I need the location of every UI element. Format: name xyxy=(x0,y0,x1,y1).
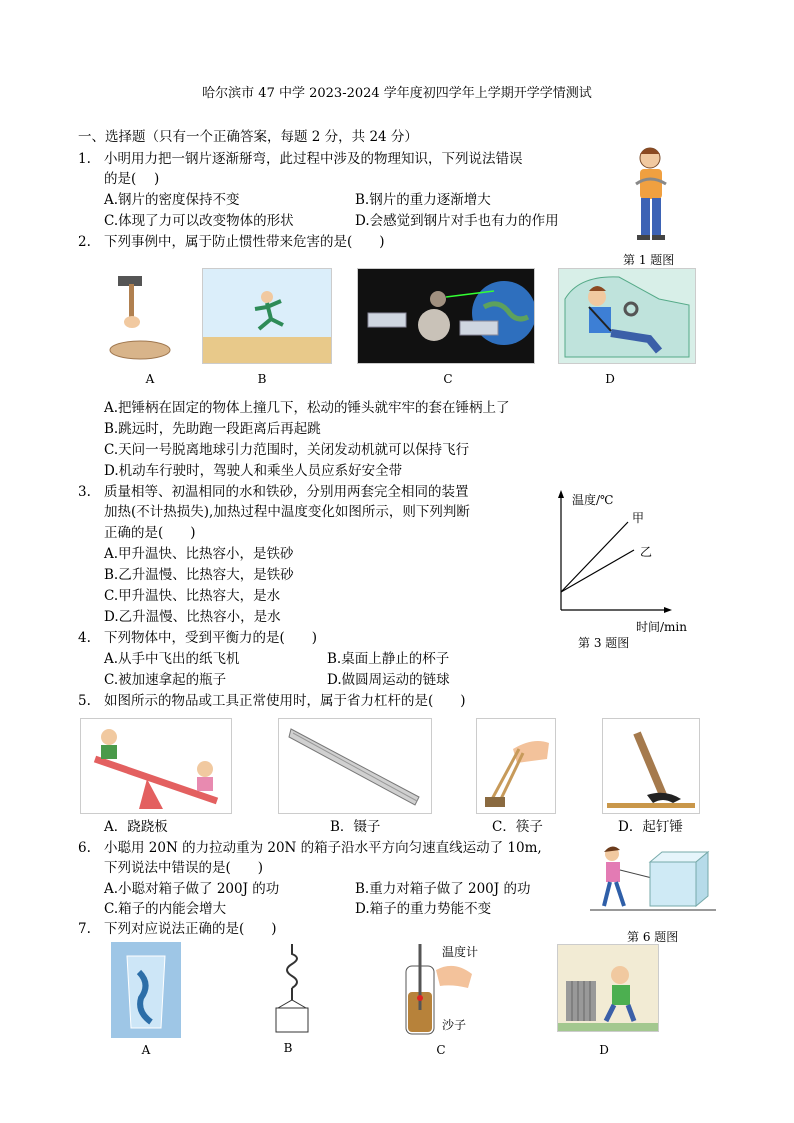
q2-long-jump-image xyxy=(202,268,332,364)
q1-figure-caption: 第 1 题图 xyxy=(623,253,675,267)
q6-number: 6. xyxy=(78,840,91,856)
q5-number: 5. xyxy=(78,693,91,709)
section-heading: 一、选择题（只有一个正确答案，每题 2 分，共 24 分） xyxy=(78,129,418,145)
q2-option-a: A.把锤柄在固定的物体上撞几下，松动的锤头就牢牢的套在锤柄上了 xyxy=(104,400,510,416)
q4-option-d: D.做圆周运动的链球 xyxy=(327,672,450,688)
q2-option-b: B.跳远时，先助跑一段距离后再起跳 xyxy=(104,421,321,437)
q3-figure-caption: 第 3 题图 xyxy=(578,636,630,650)
q2-tianwen-spacecraft-image xyxy=(357,268,535,364)
q7-label-a: A xyxy=(141,1043,151,1057)
q7-spring-scale-hook-image xyxy=(268,942,316,1038)
q7-thermometer-label: 温度计 xyxy=(442,945,479,959)
q7-number: 7. xyxy=(78,921,91,937)
q4-option-c: C.被加速拿起的瓶子 xyxy=(104,672,227,688)
q1-boy-bending-steel-image xyxy=(618,142,690,248)
q3-option-d: D.乙升温慢、比热容小，是水 xyxy=(104,609,281,625)
q6-stem-line1: 小聪用 20N 的力拉动重为 20N 的箱子沿水平方向匀速直线运动了 10m, xyxy=(104,840,542,856)
q7-sand-label: 沙子 xyxy=(442,1018,467,1032)
q7-label-d: D xyxy=(599,1043,609,1057)
q7-boy-touching-radiator-image xyxy=(557,944,659,1032)
q3-option-c: C.甲升温快、比热容大，是水 xyxy=(104,588,281,604)
q3-graph-ylabel: 温度/℃ xyxy=(572,493,614,507)
q4-option-b: B.桌面上静止的杯子 xyxy=(327,651,450,667)
q1-option-c: C.体现了力可以改变物体的形状 xyxy=(104,213,294,229)
q6-option-a: A.小聪对箱子做了 200J 的功 xyxy=(104,881,280,897)
q6-option-c: C.箱子的内能会增大 xyxy=(104,901,227,917)
q5-option-a: A．跷跷板 xyxy=(104,819,168,835)
q2-stem: 下列事例中，属于防止惯性带来危害的是( ) xyxy=(104,234,385,250)
q6-option-b: B.重力对箱子做了 200J 的功 xyxy=(355,881,531,897)
q1-number: 1. xyxy=(78,151,91,167)
q2-seatbelt-driver-image xyxy=(558,268,696,364)
q5-option-d: D．起钉锤 xyxy=(618,819,683,835)
q2-option-c: C.天问一号脱离地球引力范围时，关闭发动机就可以保持飞行 xyxy=(104,442,470,458)
q5-option-b: B．镊子 xyxy=(330,819,381,835)
q6-option-d: D.箱子的重力势能不变 xyxy=(355,901,492,917)
q5-option-c: C．筷子 xyxy=(492,819,543,835)
q3-option-b: B.乙升温慢、比热容大，是铁砂 xyxy=(104,567,294,583)
q6-stem-line2: 下列说法中错误的是( ) xyxy=(104,860,264,876)
q3-graph-xlabel: 时间/min xyxy=(636,620,687,634)
q1-stem-line2: 的是( ) xyxy=(104,171,160,187)
q3-graph-label-yi: 乙 xyxy=(640,545,653,559)
q3-stem-line1: 质量相等、初温相同的水和铁砂，分别用两套完全相同的装置 xyxy=(104,484,469,500)
q3-graph-label-jia: 甲 xyxy=(632,511,645,525)
q7-stem: 下列对应说法正确的是( ) xyxy=(104,921,277,937)
q3-stem-line3: 正确的是( ) xyxy=(104,525,196,541)
q1-option-a: A.钢片的密度保持不变 xyxy=(104,192,240,208)
q2-label-a: A xyxy=(145,372,155,386)
q5-claw-hammer-image xyxy=(602,718,700,814)
q2-number: 2. xyxy=(78,234,91,250)
q7-glass-diffusion-image xyxy=(111,942,181,1038)
q6-girl-pulling-box-image xyxy=(590,840,720,922)
q4-number: 4. xyxy=(78,630,91,646)
q2-label-d: D xyxy=(605,372,615,386)
q1-option-b: B.钢片的重力逐渐增大 xyxy=(355,192,491,208)
q2-option-d: D.机动车行驶时，驾驶人和乘坐人员应系好安全带 xyxy=(104,463,403,479)
q5-stem: 如图所示的物品或工具正常使用时，属于省力杠杆的是( ) xyxy=(104,693,466,709)
q7-label-b: B xyxy=(283,1041,293,1055)
q6-figure-caption: 第 6 题图 xyxy=(627,930,679,944)
q4-option-a: A.从手中飞出的纸飞机 xyxy=(104,651,240,667)
q3-number: 3. xyxy=(78,484,91,500)
q2-label-b: B xyxy=(257,372,267,386)
q3-temperature-graph xyxy=(548,486,708,636)
q5-seesaw-image xyxy=(80,718,232,814)
q5-tweezers-image xyxy=(278,718,432,814)
q2-hammer-image xyxy=(104,268,174,362)
q2-label-c: C xyxy=(443,372,453,386)
q7-label-c: C xyxy=(436,1043,446,1057)
q3-stem-line2: 加热(不计热损失),加热过程中温度变化如图所示，则下列判断 xyxy=(104,504,470,520)
q1-option-d: D.会感觉到钢片对手也有力的作用 xyxy=(355,213,559,229)
q1-stem-line1: 小明用力把一钢片逐渐掰弯，此过程中涉及的物理知识，下列说法错误 xyxy=(104,151,523,167)
q5-chopsticks-image xyxy=(476,718,556,814)
q3-option-a: A.甲升温快、比热容小，是铁砂 xyxy=(104,546,294,562)
page-title: 哈尔滨市 47 中学 2023-2024 学年度初四学年上学期开学学情测试 xyxy=(202,86,592,101)
q4-stem: 下列物体中，受到平衡力的是( ) xyxy=(104,630,318,646)
